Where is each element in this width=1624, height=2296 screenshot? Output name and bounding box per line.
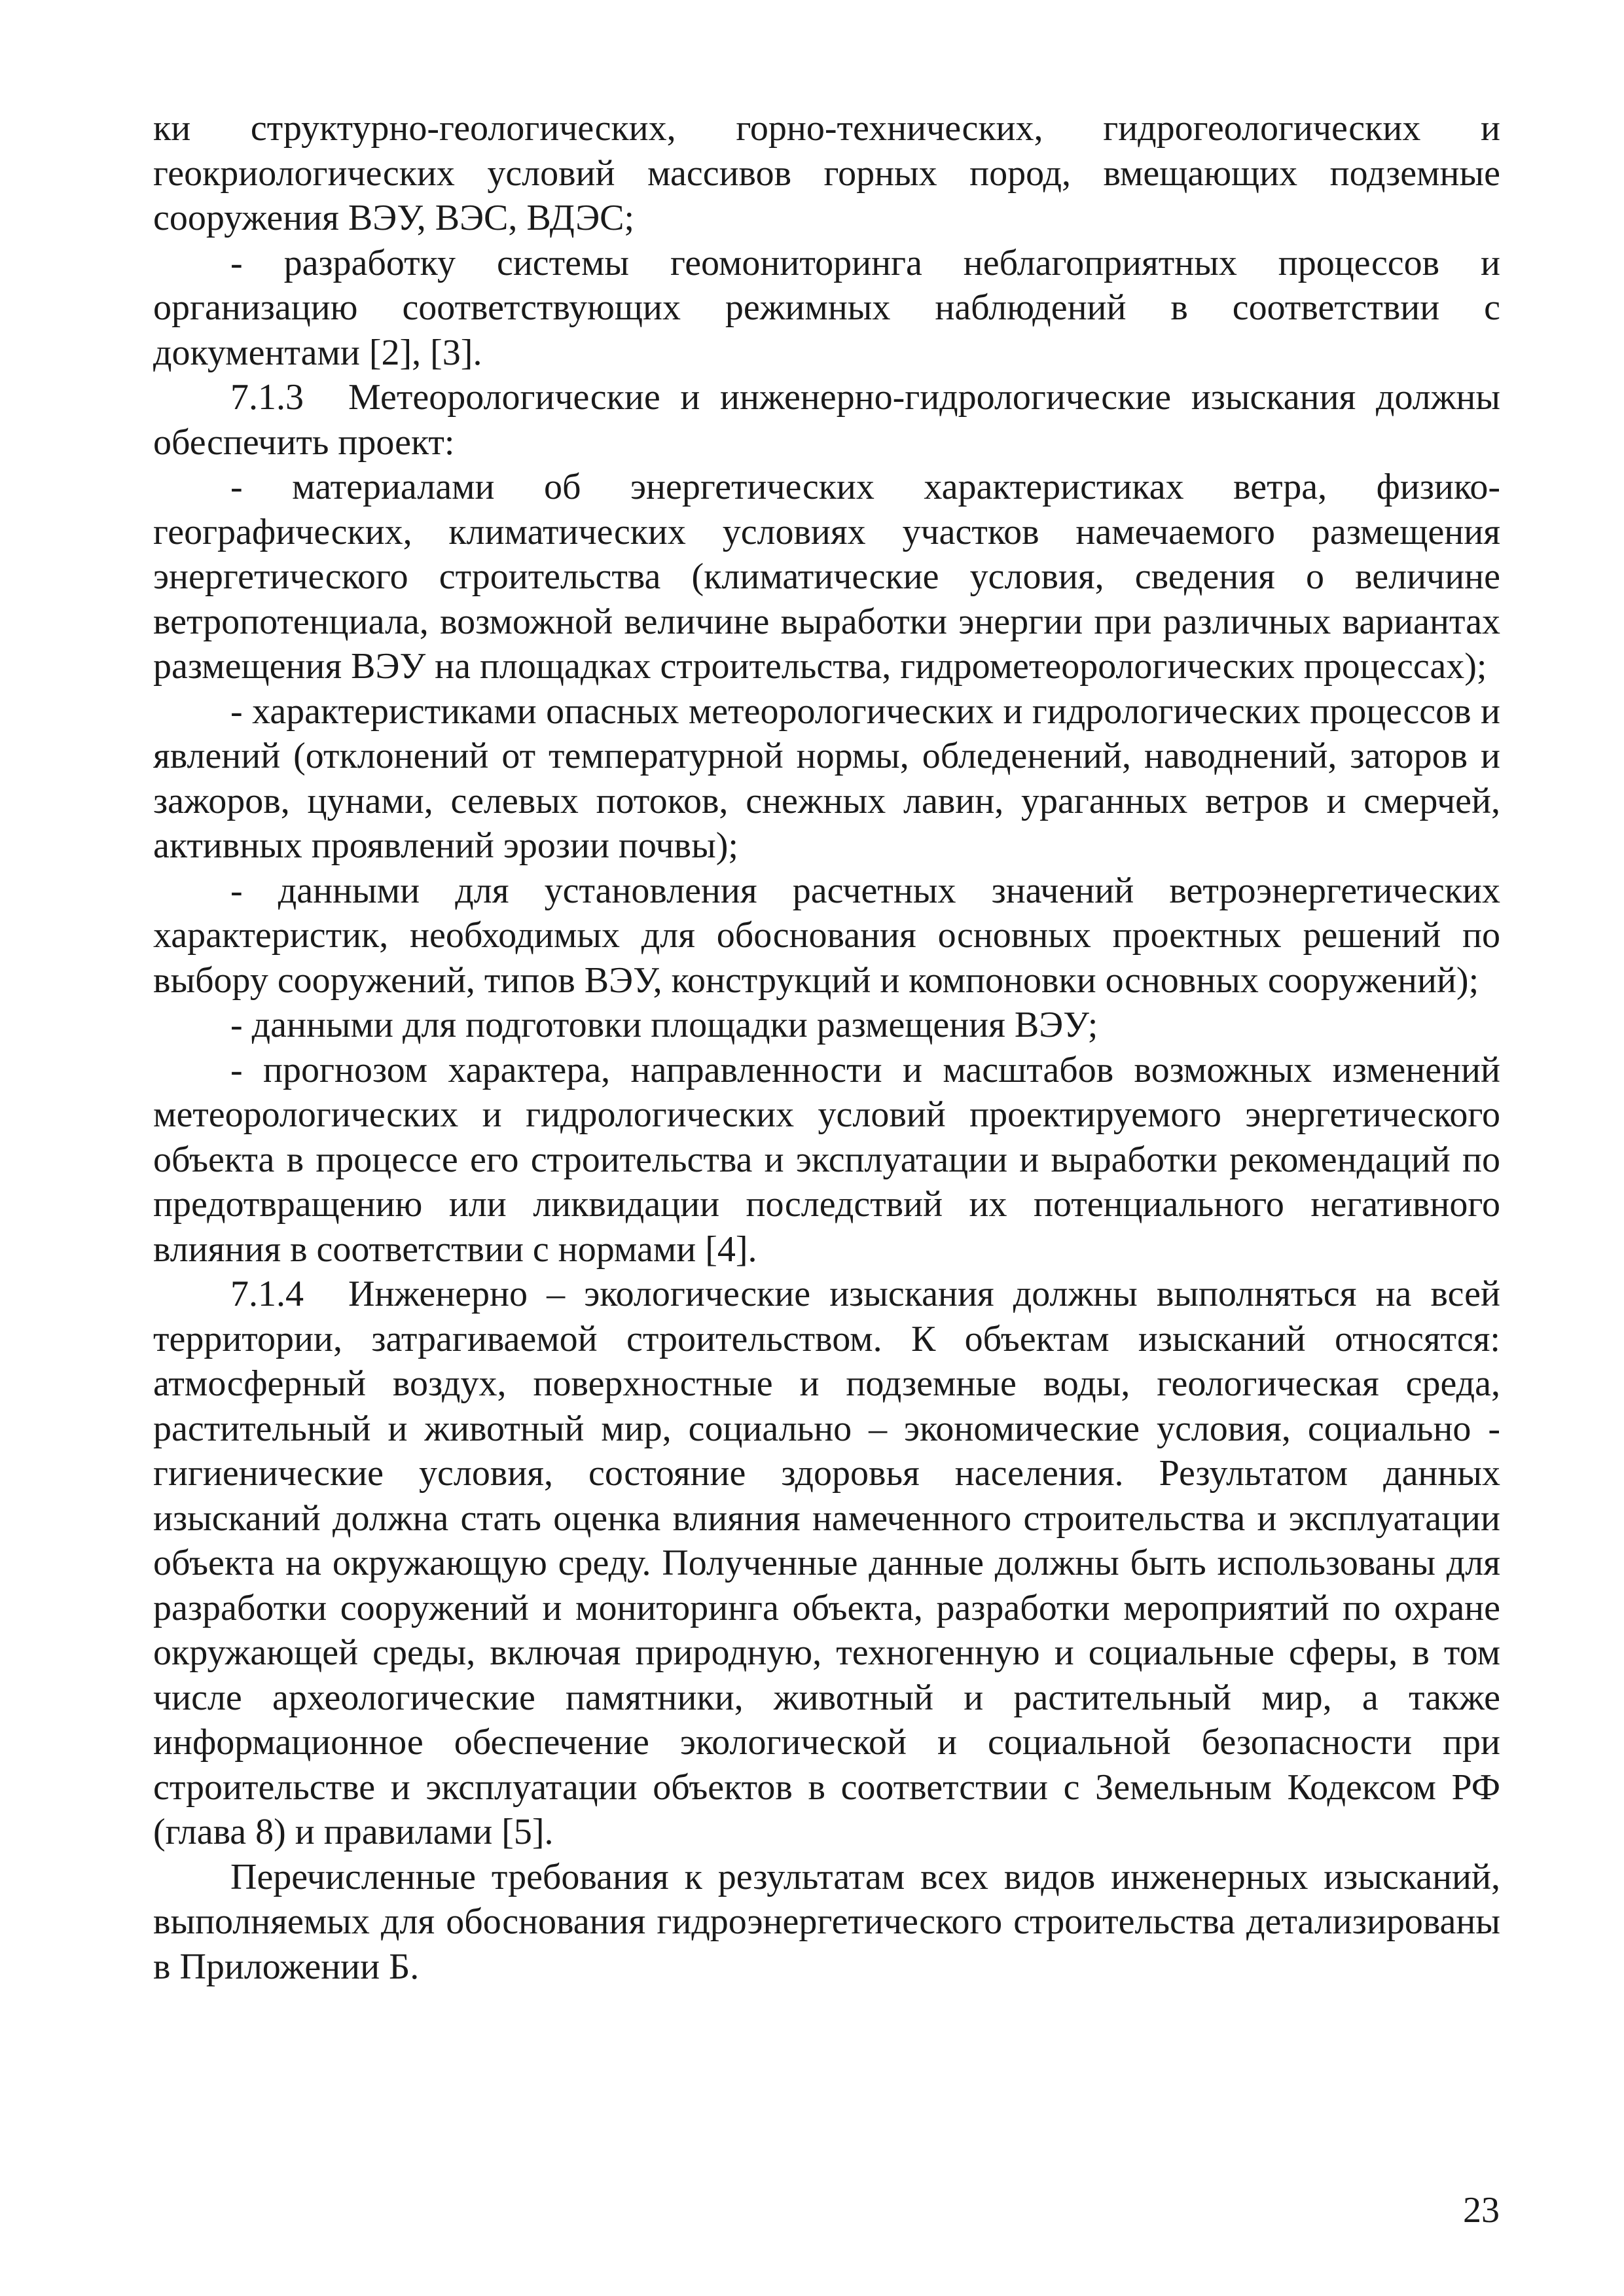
- paragraph-text: - разработку системы геомониторинга неблагоприятных процессов и организацию соответствующих режимных наблюдений в соответствии с документами [2], [3].: [153, 242, 1500, 373]
- paragraph-text: - прогнозом характера, направленности и масштабов возможных изменений метеорологических и гидрологических условий проектируемого энергетического объекта в процессе его строительства и эксплуатации и выработки рекомендаций по предотвращению или ликвидации последствий их потенциального негативного влияния в соответствии с нормами [4].: [153, 1049, 1500, 1270]
- paragraph-p10: [153, 1855, 1500, 1990]
- page-number: 23: [1463, 2190, 1500, 2231]
- paragraph-p6: [153, 869, 1500, 1003]
- paragraph-text: ки структурно-геологических, горно-технических, гидрогеологических и геокриологических условий массивов горных пород, вмещающих подземные сооружения ВЭУ, ВЭС, ВДЭС;: [153, 108, 1500, 238]
- paragraph-text: Инженерно – экологические изыскания должны выполняться на всей территории, затрагиваемой строительством. К объектам изысканий относятся: атмосферный воздух, поверхностные и подземные воды, геологическая среда, растительный и животный мир, социально – экономические условия, социально - гигиенические условия, состояние здоровья населения. Результатом данных изысканий должна стать оценка влияния намеченного строительства и эксплуатации объекта на окружающую среду. Полученные данные должны быть использованы для разработки сооружений и мониторинга объекта, разработки мероприятий по охране окружающей среды, включая природную, техногенную и социальные сферы, в том числе археологические памятники, животный и растительный мир, а также информационное обеспечение экологической и социальной безопасности при строительстве и эксплуатации объектов в соответствии с Земельным Кодексом РФ (глава 8) и правилами [5].: [153, 1274, 1500, 1852]
- section-number: 7.1.4: [230, 1274, 304, 1314]
- paragraph-text: - данными для подготовки площадки размещения ВЭУ;: [230, 1005, 1098, 1045]
- paragraph-p1: [153, 106, 1500, 241]
- paragraph-text: Метеорологические и инженерно-гидрологические изыскания должны обеспечить проект:: [153, 377, 1500, 463]
- paragraph-p5: [153, 689, 1500, 869]
- paragraph-text: - материалами об энергетических характеристиках ветра, физико-географических, климатических условиях участков намечаемого размещения энергетического строительства (климатические условия, сведения о величине ветропотенциала, возможной величине выработки энергии при различных вариантах размещения ВЭУ на площадках строительства, гидрометеорологических процессах);: [153, 467, 1500, 687]
- section-number: 7.1.3: [230, 377, 304, 418]
- section-7-1-3: [153, 375, 1500, 465]
- paragraph-p2: [153, 241, 1500, 376]
- section-7-1-4: [153, 1272, 1500, 1855]
- paragraph-p7: [153, 1003, 1500, 1048]
- paragraph-text: - данными для установления расчетных значений ветроэнергетических характеристик, необходимых для обоснования основных проектных решений по выбору сооружений, типов ВЭУ, конструкций и компоновки основных сооружений);: [153, 870, 1500, 1001]
- paragraph-text: Перечисленные требования к результатам всех видов инженерных изысканий, выполняемых для обоснования гидроэнергетического строительства детализированы в Приложении Б.: [153, 1856, 1500, 1987]
- paragraph-text: - характеристиками опасных метеорологических и гидрологических процессов и явлений (отклонений от температурной нормы, обледенений, наводнений, заторов и зажоров, цунами, селевых потоков, снежных лавин, ураганных ветров и смерчей, активных проявлений эрозии почвы);: [153, 691, 1500, 866]
- paragraph-p8: [153, 1048, 1500, 1272]
- body-text: [153, 106, 1500, 1989]
- paragraph-p4: [153, 465, 1500, 689]
